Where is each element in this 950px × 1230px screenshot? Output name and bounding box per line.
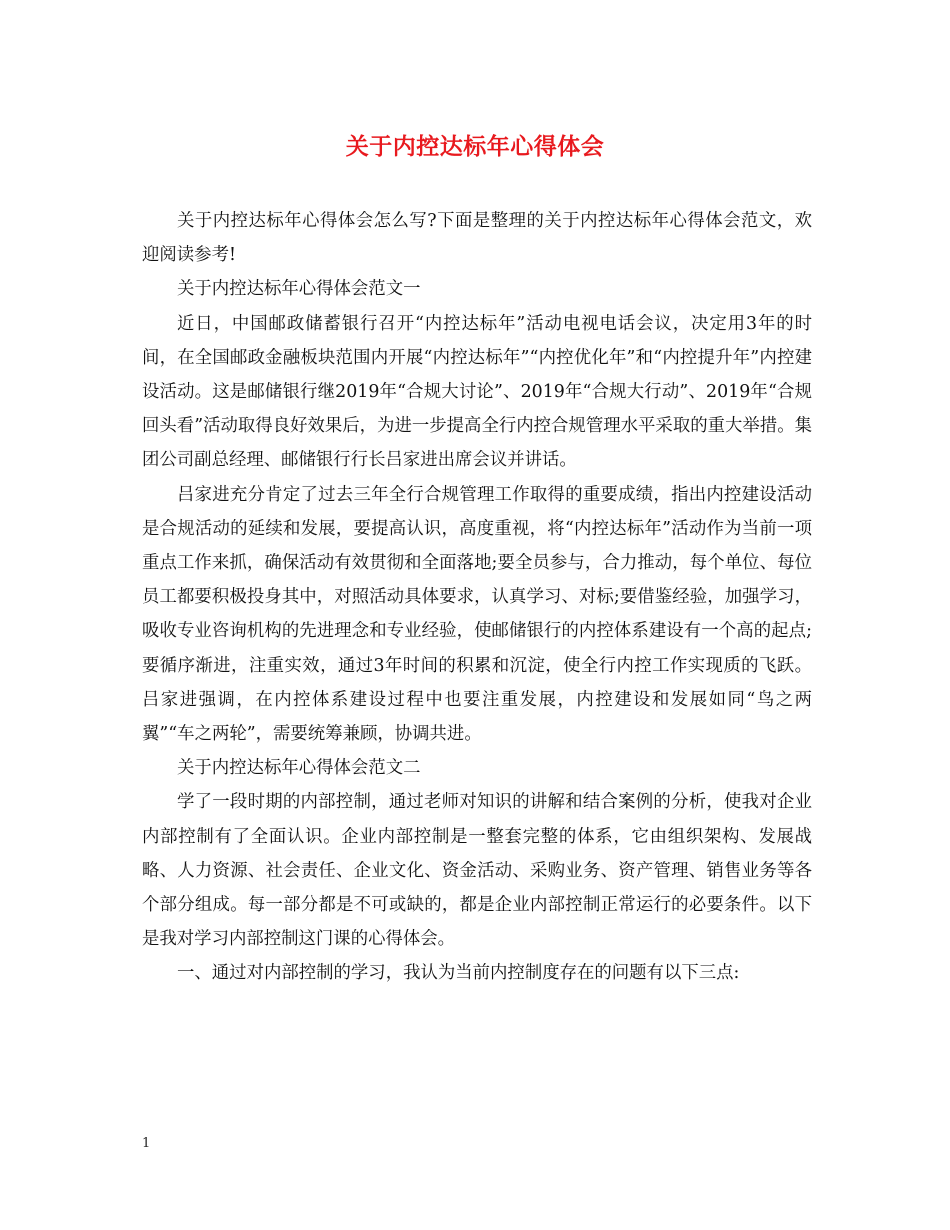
document-body	[142, 204, 812, 991]
paragraph-study: 学了一段时期的内部控制，通过老师对知识的讲解和结合案例的分析，使我对企业内部控制有了全面认识。企业内部控制是一整套完整的体系，它由组织架构、发展战略、人力资源、社会责任、企业文化、资金活动、采购业务、资产管理、销售业务等各个部分组成。每一部分都是不可或缺的，都是企业内部控制正常运行的必要条件。以下是我对学习内部控制这门课的心得体会。	[142, 792, 812, 950]
paragraph-meeting: 近日，中国邮政储蓄银行召开“内控达标年”活动电视电话会议，决定用3年的时间，在全国邮政金融板块范围内开展“内控达标年”“内控优化年”和“内控提升年”内控建设活动。这是邮储银行继2019年“合规大讨论”、2019年“合规大行动”、2019年“合规回头看”活动取得良好效果后，为进一步提高全行内控合规管理水平采取的重大举措。集团公司副总经理、邮储银行行长吕家进出席会议并讲话。	[142, 313, 812, 471]
section-heading-sample-one: 关于内控达标年心得体会范文一	[177, 279, 421, 300]
paragraph-point-one: 一、通过对内部控制的学习，我认为当前内控制度存在的问题有以下三点:	[177, 963, 740, 984]
document-title: 关于内控达标年心得体会	[345, 133, 605, 160]
section-heading-sample-two: 关于内控达标年心得体会范文二	[177, 758, 421, 779]
paragraph-speech: 吕家进充分肯定了过去三年全行合规管理工作取得的重要成绩，指出内控建设活动是合规活动的延续和发展，要提高认识，高度重视，将“内控达标年”活动作为当前一项重点工作来抓，确保活动有效贯彻和全面落地;要全员参与，合力推动，每个单位、每位员工都要积极投身其中，对照活动具体要求，认真学习、对标;要借鉴经验，加强学习，吸收专业咨询机构的先进理念和专业经验，使邮储银行的内控体系建设有一个高的起点;要循序渐进，注重实效，通过3年时间的积累和沉淀，使全行内控工作实现质的飞跃。吕家进强调，在内控体系建设过程中也要注重发展，内控建设和发展如同“鸟之两翼”“车之两轮”，需要统筹兼顾，协调共进。	[142, 484, 812, 745]
paragraph-intro: 关于内控达标年心得体会怎么写?下面是整理的关于内控达标年心得体会范文，欢迎阅读参考!	[142, 211, 812, 266]
page-number: 1	[142, 1136, 151, 1151]
